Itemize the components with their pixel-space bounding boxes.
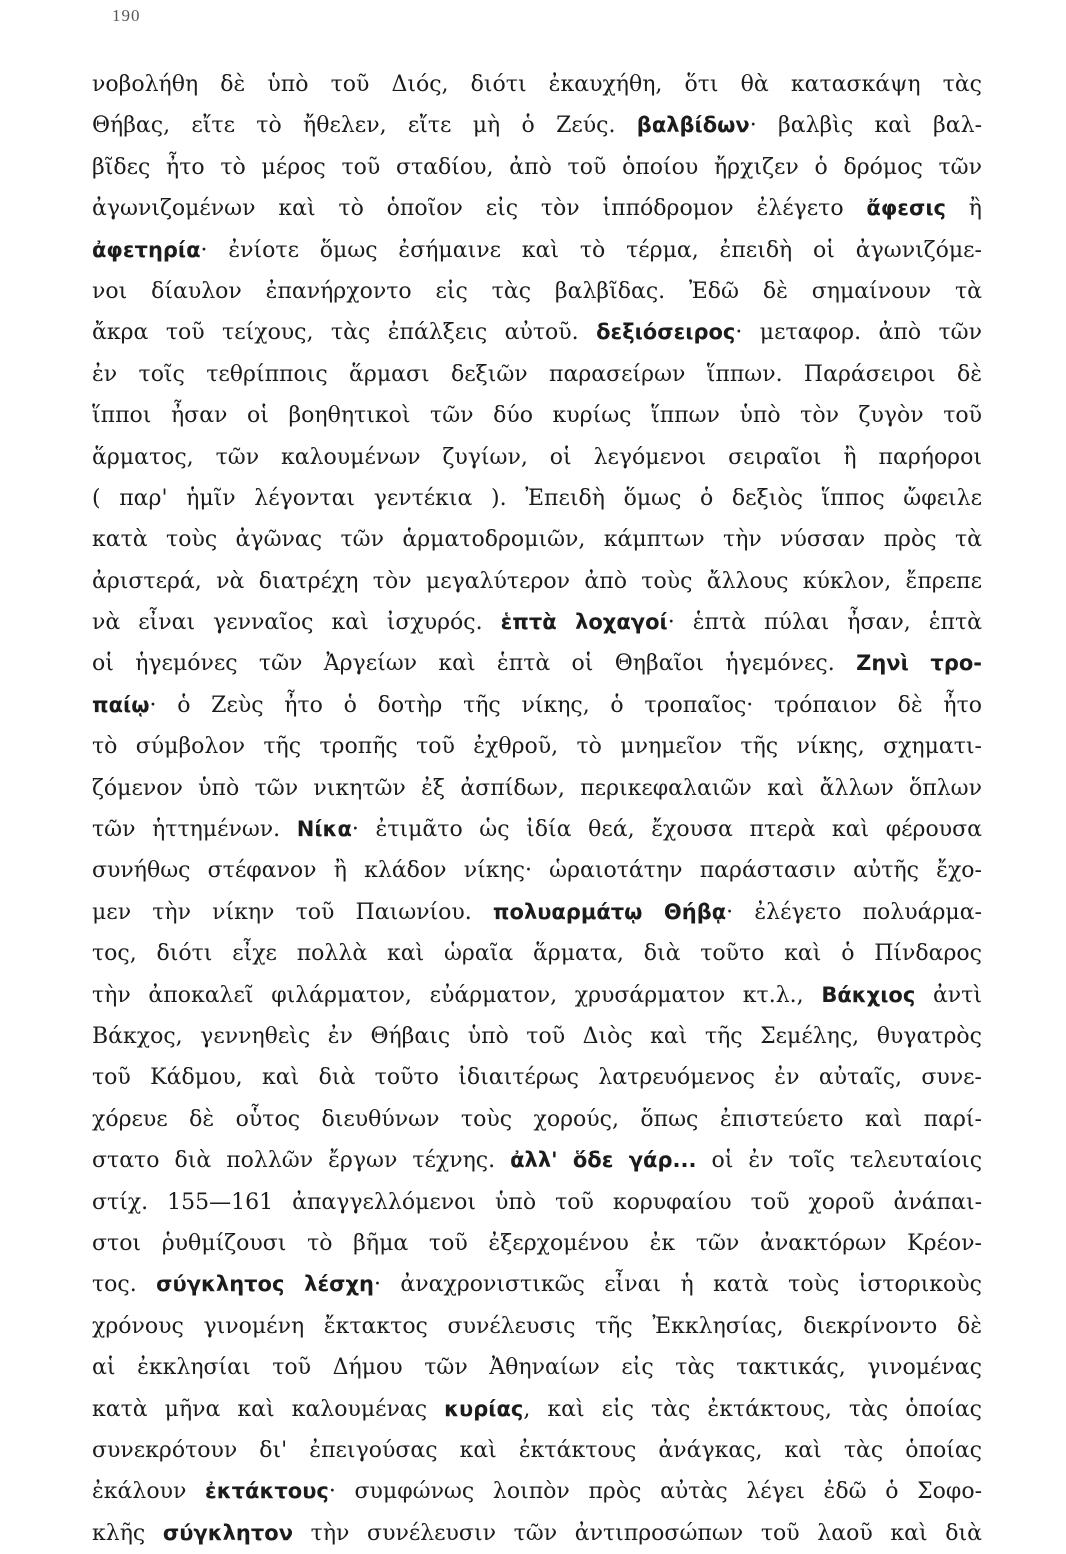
text-line (92, 975, 982, 1016)
text-segment: · ἑπτὰ πύλαι ἦσαν, ἑπτὰ (667, 610, 983, 636)
lemma-term: παίῳ (92, 692, 150, 717)
text-line (92, 230, 982, 271)
text-segment: Βάκχος, γεννηθεὶς ἐν Θήβαις ὑπὸ τοῦ Διὸς καὶ τῆς Σεμέλης, θυγατρὸς (92, 1023, 982, 1049)
text-line (92, 685, 982, 726)
lemma-term: Ζηνὶ τρο- (856, 651, 982, 676)
text-segment: ἐν τοῖς τεθρίπποις ἅρμασι δεξιῶν παρασείρων ἵππων. Παράσειροι δὲ (92, 361, 982, 387)
lemma-term: σύγκλητον (162, 1520, 293, 1545)
text-line (92, 1140, 982, 1181)
text-segment: νοι δίαυλον ἐπανήρχοντο εἰς τὰς βαλβῖδας. Ἐδῶ δὲ σημαίνουν τὰ (92, 278, 982, 304)
text-segment: ἅρματος, τῶν καλουμένων ζυγίων, οἱ λεγόμενοι σειραῖοι ἢ παρήοροι (92, 444, 982, 470)
text-segment: τος. (92, 1272, 157, 1298)
text-line (92, 726, 982, 767)
text-line (92, 1057, 982, 1098)
text-segment: στατο διὰ πολλῶν ἔργων τέχνης. (92, 1148, 511, 1174)
text-line (92, 1099, 982, 1140)
text-line (92, 1306, 982, 1347)
text-line (92, 354, 982, 395)
text-segment: νοβολήθη δὲ ὑπὸ τοῦ Διός, διότι ἐκαυχήθη, ὅτι θὰ κατασκάψη τὰς (92, 72, 982, 97)
text-line (92, 1389, 982, 1430)
text-segment: · μεταφορ. ἀπὸ τῶν (735, 320, 982, 346)
text-line (92, 519, 982, 560)
lemma-term: ἄφεσις (866, 196, 946, 221)
page-number: 190 (112, 6, 141, 25)
text-segment: οἱ ἐν τοῖς τελευταίοις (696, 1148, 983, 1174)
text-segment: · ὁ Ζεὺς ἦτο ὁ δοτὴρ τῆς νίκης, ὁ τροπαῖος· τρόπαιον δὲ ἦτο (149, 692, 982, 718)
lemma-term: βαλβίδων (636, 113, 750, 138)
text-line (92, 602, 982, 643)
text-segment: χρόνους γινομένη ἔκτακτος συνέλευσις τῆς Ἐκκλησίας, διεκρίνοντο δὲ (92, 1313, 982, 1339)
lemma-term: ἑπτὰ λοχαγοί (500, 610, 668, 635)
text-line (92, 1430, 982, 1471)
text-line (92, 1347, 982, 1388)
text-segment: νὰ εἶναι γενναῖος καὶ ἰσχυρός. (92, 610, 501, 636)
text-segment: · ἐλέγετο πολυάρμα- (726, 899, 982, 925)
text-line (92, 105, 982, 146)
lemma-term: κυρίας (444, 1396, 524, 1421)
text-segment: ἵπποι ἦσαν οἱ βοηθητικοὶ τῶν δύο κυρίως ἵππων ὑπὸ τὸν ζυγὸν τοῦ (92, 403, 982, 429)
text-segment: ἀντὶ (915, 982, 982, 1008)
lemma-term: πολυαρμάτῳ Θήβᾳ (492, 899, 727, 924)
text-segment: ζόμενον ὑπὸ τῶν νικητῶν ἐξ ἀσπίδων, περικεφαλαιῶν καὶ ἄλλων ὅπλων (92, 775, 982, 801)
text-line (92, 478, 982, 519)
text-line (92, 312, 982, 353)
text-segment: τῶν ἡττημένων. (92, 817, 297, 843)
text-line (92, 850, 982, 891)
text-segment: ἐκάλουν (92, 1479, 206, 1505)
text-segment: , καὶ εἰς τὰς ἐκτάκτους, τὰς ὁποίας (523, 1396, 983, 1422)
text-segment: τὴν ἀποκαλεῖ φιλάρματον, εὐάρματον, χρυσάρματον κτ.λ., (92, 982, 822, 1008)
text-line (92, 1016, 982, 1057)
text-line (92, 147, 982, 188)
text-line (92, 933, 982, 974)
text-line (92, 892, 982, 933)
lemma-term: ἀλλ' ὅδε γάρ... (510, 1148, 697, 1173)
text-segment: τοῦ Κάδμου, καὶ διὰ τοῦτο ἰδιαιτέρως λατρευόμενος ἐν αὐταῖς, συνε- (92, 1065, 982, 1091)
text-segment: στίχ. 155—161 ἀπαγγελλόμενοι ὑπὸ τοῦ κορυφαίου τοῦ χοροῦ ἀνάπαι- (92, 1189, 982, 1215)
text-segment: · ἐτιμᾶτο ὡς ἰδία θεά, ἔχουσα πτερὰ καὶ φέρουσα (351, 817, 982, 843)
text-segment: οἱ ἡγεμόνες τῶν Ἀργείων καὶ ἑπτὰ οἱ Θηβαῖοι ἡγεμόνες. (92, 651, 857, 677)
lemma-term: ἐκτάκτους (205, 1479, 329, 1504)
commentary-text (92, 64, 982, 1554)
text-segment: Θήβας, εἴτε τὸ ἤθελεν, εἴτε μὴ ὁ Ζεύς. (92, 113, 637, 139)
text-segment: τος, διότι εἶχε πολλὰ καὶ ὡραῖα ἅρματα, διὰ τοῦτο καὶ ὁ Πίνδαρος (92, 941, 982, 967)
lemma-term: Βάκχιος (821, 982, 916, 1007)
text-segment: · ἐνίοτε ὅμως ἐσήμαινε καὶ τὸ τέρμα, ἐπειδὴ οἱ ἀγωνιζόμε- (200, 237, 982, 263)
text-line (92, 768, 982, 809)
text-line (92, 561, 982, 602)
lemma-term: δεξιόσειρος (596, 320, 736, 345)
lemma-term: ἀφετηρία (92, 237, 201, 262)
text-segment: ἀγωνιζομένων καὶ τὸ ὁποῖον εἰς τὸν ἱππόδρομον ἐλέγετο (92, 196, 867, 222)
text-line (92, 271, 982, 312)
text-segment: αἱ ἐκκλησίαι τοῦ Δήμου τῶν Ἀθηναίων εἰς τὰς τακτικάς, γινομένας (92, 1355, 982, 1381)
text-line (92, 1182, 982, 1223)
text-segment: ἄκρα τοῦ τείχους, τὰς ἐπάλξεις αὐτοῦ. (92, 320, 597, 346)
text-segment: τὴν συνέλευσιν τῶν ἀντιπροσώπων τοῦ λαοῦ καὶ διὰ (293, 1520, 982, 1546)
text-segment: · βαλβὶς καὶ βαλ- (749, 113, 983, 139)
text-segment: · ἀναχρονιστικῶς εἶναι ἡ κατὰ τοὺς ἱστορικοὺς (374, 1272, 982, 1298)
lemma-term: σύγκλητος λέσχη (156, 1272, 374, 1297)
text-line (92, 1471, 982, 1512)
text-line (92, 1513, 982, 1554)
text-line (92, 1223, 982, 1264)
text-segment: συνεκρότουν δι' ἐπειγούσας καὶ ἐκτάκτους ἀνάγκας, καὶ τὰς ὁποίας (92, 1437, 982, 1463)
text-segment: βῖδες ἦτο τὸ μέρος τοῦ σταδίου, ἀπὸ τοῦ ὁποίου ἤρχιζεν ὁ δρόμος τῶν (92, 154, 982, 180)
text-line (92, 437, 982, 478)
text-segment: κατὰ μῆνα καὶ καλουμένας (92, 1396, 445, 1422)
text-line (92, 64, 982, 105)
text-line (92, 1264, 982, 1305)
text-segment: ἢ (945, 196, 982, 222)
text-segment: κλῆς (92, 1520, 163, 1546)
text-segment: ἀριστερά, νὰ διατρέχη τὸν μεγαλύτερον ἀπὸ τοὺς ἄλλους κύκλον, ἔπρεπε (92, 568, 982, 594)
text-line (92, 643, 982, 684)
text-segment: ( παρ' ἡμῖν λέγονται γεντέκια ). Ἐπειδὴ ὅμως ὁ δεξιὸς ἵππος ὤφειλε (92, 485, 982, 511)
text-segment: · συμφώνως λοιπὸν πρὸς αὐτὰς λέγει ἐδῶ ὁ Σοφο- (328, 1479, 982, 1505)
text-segment: χόρευε δὲ οὗτος διευθύνων τοὺς χορούς, ὅπως ἐπιστεύετο καὶ παρί- (92, 1106, 982, 1132)
text-line (92, 809, 982, 850)
text-segment: στοι ῥυθμίζουσι τὸ βῆμα τοῦ ἐξερχομένου ἐκ τῶν ἀνακτόρων Κρέον- (92, 1230, 982, 1256)
lemma-term: Νίκα (296, 817, 352, 842)
text-segment: τὸ σύμβολον τῆς τροπῆς τοῦ ἐχθροῦ, τὸ μνημεῖον τῆς νίκης, σχηματι- (92, 734, 982, 760)
text-segment: μεν τὴν νίκην τοῦ Παιωνίου. (92, 899, 493, 925)
text-segment: κατὰ τοὺς ἀγῶνας τῶν ἁρματοδρομιῶν, κάμπτων τὴν νύσσαν πρὸς τὰ (92, 527, 982, 553)
text-segment: συνήθως στέφανον ἢ κλάδον νίκης· ὡραιοτάτην παράστασιν αὐτῆς ἔχο- (92, 858, 982, 884)
text-line (92, 395, 982, 436)
text-line (92, 188, 982, 229)
